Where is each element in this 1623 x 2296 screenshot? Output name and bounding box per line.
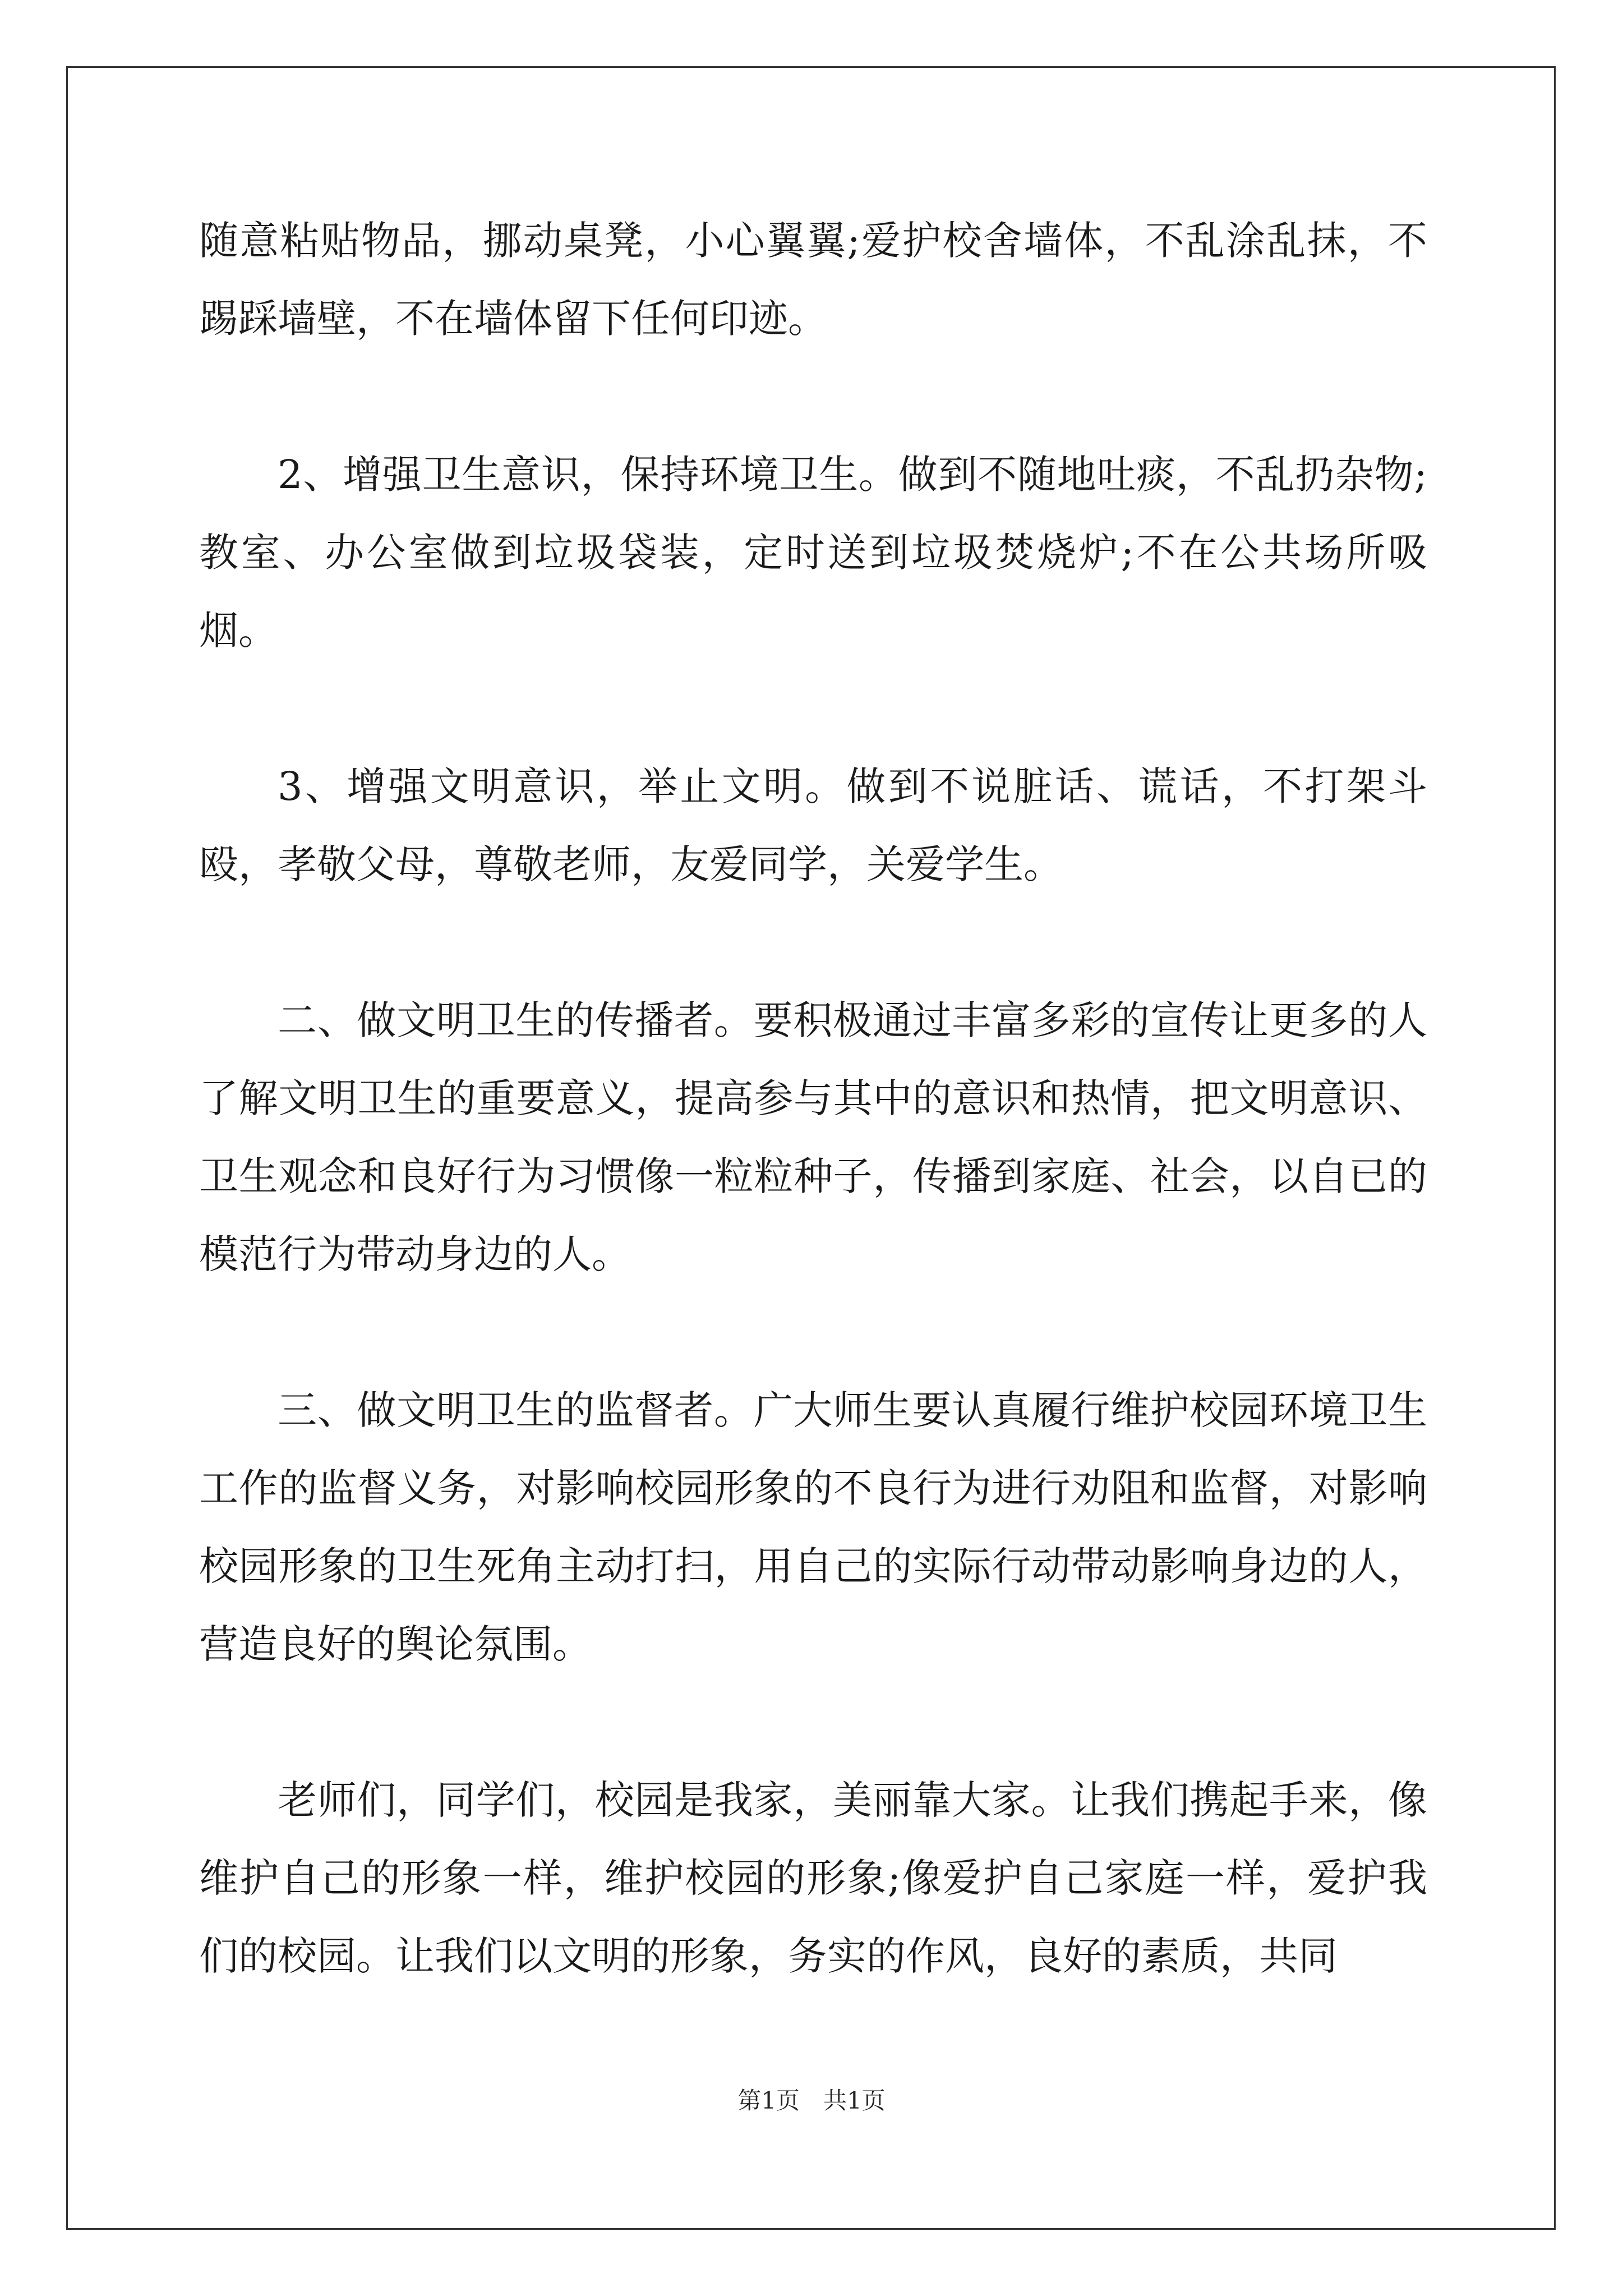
paragraph-closing: 老师们，同学们，校园是我家，美丽靠大家。让我们携起手来，像维护自己的形象一样，维护校园的形象;像爱护自己家庭一样，爱护我们的校园。让我们以文明的形象，务实的作风，良好的素质，共同 — [199, 1777, 1427, 1979]
page-number-footer: 第1页 共1页 — [737, 2087, 886, 2114]
paragraph-civility: 3、增强文明意识，举止文明。做到不说脏话、谎话，不打架斗殴，孝敬父母，尊敬老师，友爱同学，关爱学生。 — [199, 763, 1427, 887]
paragraph-promoter: 二、做文明卫生的传播者。要积极通过丰富多彩的宣传让更多的人了解文明卫生的重要意义，提高参与其中的意识和热情，把文明意识、卫生观念和良好行为习惯像一粒粒种子，传播到家庭、社会，以自已的模范行为带动身边的人。 — [199, 997, 1427, 1277]
paragraph-hygiene: 2、增强卫生意识，保持环境卫生。做到不随地吐痰，不乱扔杂物;教室、办公室做到垃圾袋装，定时送到垃圾焚烧炉;不在公共场所吸烟。 — [199, 452, 1427, 654]
paragraph-continuation: 随意粘贴物品，挪动桌凳，小心翼翼;爱护校舍墙体，不乱涂乱抹，不踢踩墙壁，不在墙体留下任何印迹。 — [199, 218, 1427, 342]
document-body — [199, 202, 1427, 1995]
paragraph-supervisor: 三、做文明卫生的监督者。广大师生要认真履行维护校园环境卫生工作的监督义务，对影响校园形象的不良行为进行劝阻和监督，对影响校园形象的卫生死角主动打扫，用自己的实际行动带动影响身边的人，营造良好的舆论氛围。 — [199, 1387, 1427, 1667]
